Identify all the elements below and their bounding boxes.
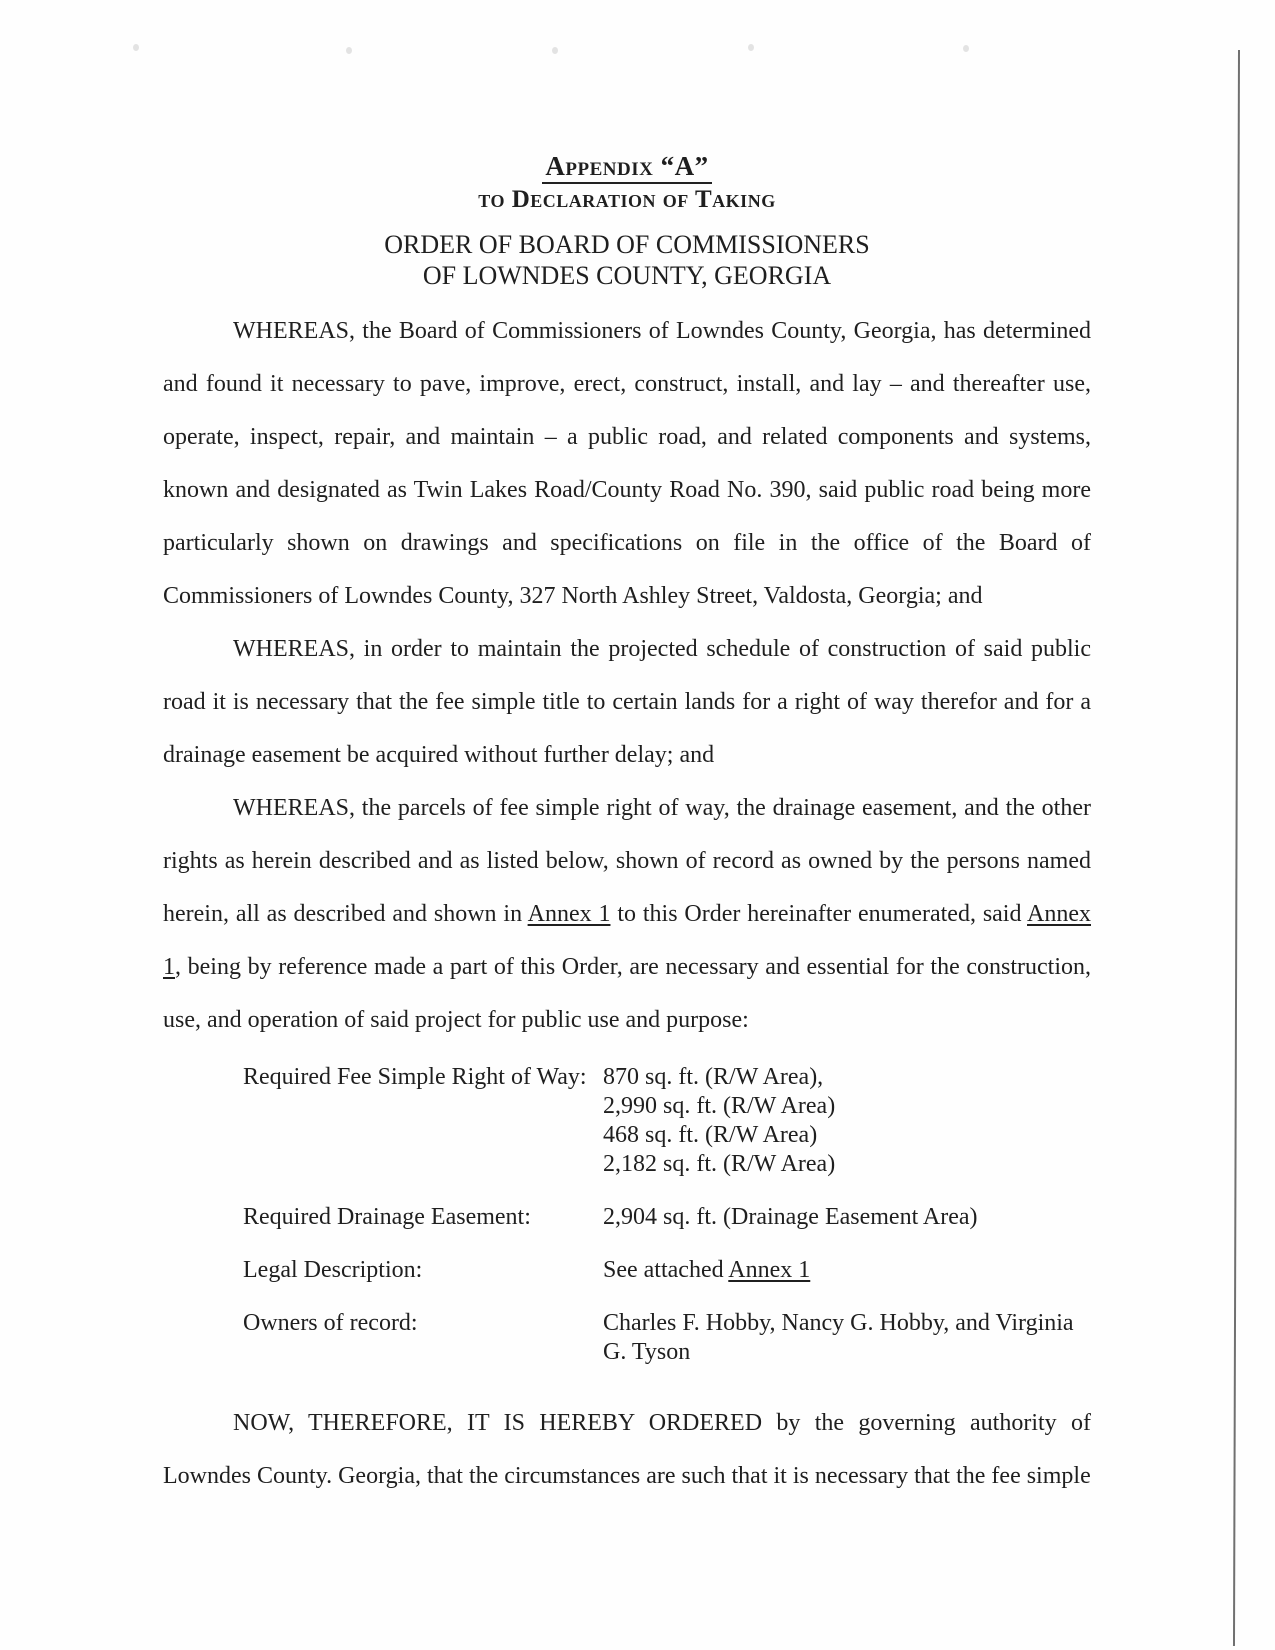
row-value: 2,904 sq. ft. (Drainage Easement Area) (603, 1204, 978, 1230)
paragraph-whereas-2: WHEREAS, in order to maintain the projected schedule of construction of said public road it is necessary that the fee simple title to certain lands for a right of way therefor and for a drainage easement be acquired without further delay; and (163, 636, 1091, 768)
order-title-line-1: ORDER OF BOARD OF COMMISSIONERS (384, 230, 870, 259)
scan-speck (346, 47, 352, 54)
table-row-legal-description (243, 1256, 1091, 1285)
paragraph-whereas-3 (163, 782, 1091, 1047)
paragraph-order-clause: NOW, THEREFORE, IT IS HEREBY ORDERED by the governing authority of Lowndes County. Georgia, that the circumstances are such that it is necessary that the fee simple (163, 1410, 1091, 1489)
annex-1-reference: Annex 1 (163, 901, 1091, 980)
row-label: Required Drainage Easement: (243, 1204, 531, 1230)
declaration-subtitle: to Declaration of Taking (478, 186, 776, 213)
row-label: Owners of record: (243, 1310, 418, 1336)
scan-speck (963, 45, 969, 52)
order-title (163, 229, 1091, 291)
scan-speck (552, 47, 558, 54)
legal-description-text: See attached (603, 1257, 729, 1283)
whereas-3-text: , being by reference made a part of this Order, are necessary and essential for the construction, use, and operation of said project for public use and purpose: (163, 954, 1091, 1033)
annex-1-reference: Annex 1 (527, 901, 611, 927)
row-label: Legal Description: (243, 1257, 423, 1283)
table-row-owners (243, 1309, 1091, 1367)
appendix-title-text: Appendix “A” (542, 151, 711, 184)
row-value: Charles F. Hobby, Nancy G. Hobby, and Virginia G. Tyson (603, 1310, 1074, 1365)
whereas-3-text: WHEREAS, the parcels of fee simple right of way, the drainage easement, and the other rights as herein described and as listed below, shown of record as owned by the persons named herein, all as described and shown in (163, 795, 1091, 927)
scan-speck (133, 44, 139, 51)
table-row-drainage (243, 1203, 1091, 1232)
fee-simple-area-4: 2,182 sq. ft. (R/W Area) (603, 1151, 836, 1177)
fee-simple-area-2: 2,990 sq. ft. (R/W Area) (603, 1093, 836, 1119)
fee-simple-area-3: 468 sq. ft. (R/W Area) (603, 1122, 818, 1148)
annex-1-reference: Annex 1 (728, 1257, 811, 1283)
paragraph-whereas-1: WHEREAS, the Board of Commissioners of Lowndes County, Georgia, has determined and found it necessary to pave, improve, erect, construct, install, and lay – and thereafter use, operate, inspect, repair, and maintain – a public road, and related components and systems, known and designated as Twin Lakes Road/County Road No. 390, said public road being more particularly shown on drawings and specifications on file in the office of the Board of Commissioners of Lowndes County, 327 North Ashley Street, Valdosta, Georgia; and (163, 318, 1091, 609)
document-content (163, 150, 1091, 1503)
scan-speck (748, 44, 754, 51)
appendix-title (163, 150, 1091, 182)
fee-simple-area-1: 870 sq. ft. (R/W Area), (603, 1064, 824, 1090)
table-row-fee-simple (243, 1063, 1091, 1179)
row-value (603, 1256, 810, 1285)
order-title-line-2: OF LOWNDES COUNTY, GEORGIA (422, 261, 832, 290)
row-label: Required Fee Simple Right of Way: (243, 1064, 587, 1090)
whereas-3-text: to this Order hereinafter enumerated, said (610, 901, 1028, 927)
row-value (603, 1063, 835, 1179)
scan-artifact-line (1233, 50, 1240, 1646)
document-header (163, 150, 1091, 291)
requirements-table (163, 1063, 1091, 1367)
